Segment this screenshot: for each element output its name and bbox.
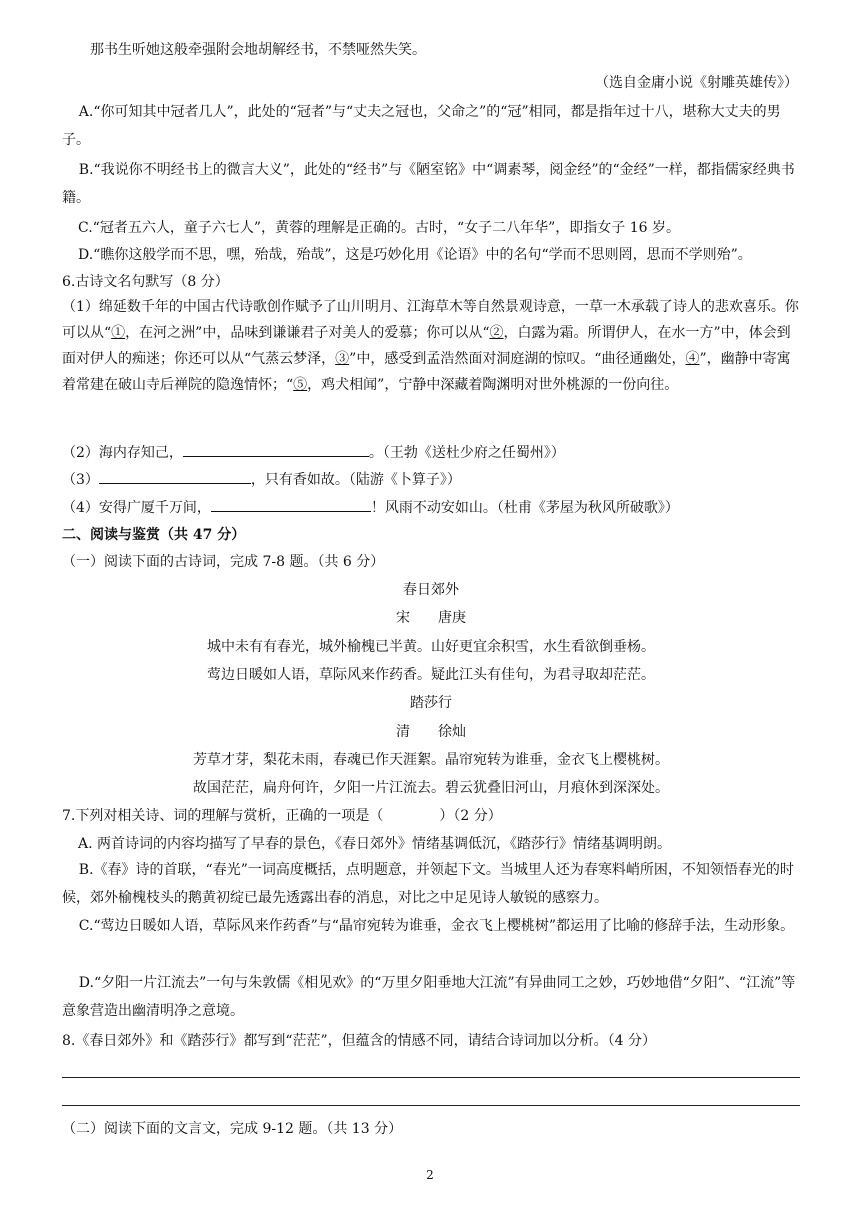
answer-blank-2[interactable]: [183, 442, 369, 457]
q6-title: 6.古诗文名句默写（8 分）: [62, 274, 229, 290]
q5-option-d: D.“瞧你这般学而不思，嘿，殆哉，殆哉”，这是巧妙化用《论语》中的名句“学而不思则罔，思而不学则殆”。: [78, 247, 752, 263]
q7-option-c: C.“莺边日暖如人语，草际风来作药香”与“晶帘宛转为谁垂，金衣飞上樱桃树”都运用了比喻的修辞手法，生动形象。: [78, 918, 795, 934]
section2-sub2: （二）阅读下面的文言文，完成 9-12 题。（共 13 分）: [62, 1121, 403, 1137]
answer-blank-3[interactable]: [99, 469, 251, 484]
poem2-line1: 芳草才芽，梨花未雨，春魂已作天涯絮。晶帘宛转为谁垂，金衣飞上樱桃树。: [193, 752, 669, 768]
source-citation: （选自金庸小说《射雕英雄传》）: [595, 75, 798, 91]
q6-item-2: （2）海内存知己， 。（王勃《送杜少府之任蜀州》）: [62, 442, 565, 463]
answer-line-1[interactable]: [62, 1077, 800, 1078]
blank-marker-2: ②: [489, 325, 504, 341]
poem1-line2: 莺边日暖如人语，草际风来作药香。疑此江头有佳句，为君寻取却茫茫。: [207, 667, 655, 683]
blank-marker-4: ④: [685, 351, 700, 367]
q6-passage: （1）绵延数千年的中国古代诗歌创作赋予了山川明月、江海草木等自然景观诗意，一草一木承载了诗人的悲欢喜乐。你可以从“①，在河之洲”中，品味到谦谦君子对美人的爱慕；你可以从“②，白露为霜。所谓伊人，在水一方”中，体会到面对伊人的痴迷；你还可以从“气蒸云梦泽，③”中，感受到孟浩然面对洞庭湖的惊叹。“曲径通幽处，④”，幽静中寄寓着常建在破山寺后禅院的隐逸情怀；“⑤，鸡犬相闻”，宁静中深藏着陶渊明对世外桃源的一份向往。: [62, 299, 799, 393]
poem2-title: 踏莎行: [410, 695, 452, 711]
section2-title: 二、阅读与鉴赏（共 47 分）: [62, 527, 246, 543]
story-closing-line: 那书生听她这般牵强附会地胡解经书，不禁哑然失笑。: [90, 42, 426, 58]
q6-item-4: （4）安得广厦千万间， ！风雨不动安如山。（杜甫《茅屋为秋风所破歌》）: [62, 497, 679, 518]
q7-option-a: A. 两首诗词的内容均描写了早春的景色，《春日郊外》情绪基调低沉，《踏莎行》情绪基调明朗。: [78, 836, 672, 852]
q5-option-b: B.“我说你不明经书上的微言大义”，此处的“经书”与《陋室铭》中“调素琴，阅金经”的“金经”一样，都指儒家经典书籍。: [62, 162, 795, 206]
blank-marker-3: ③: [335, 351, 350, 367]
answer-blank-4[interactable]: [211, 497, 371, 512]
poem2-line2: 故国茫茫，扁舟何许，夕阳一片江流去。碧云犹叠旧河山，月痕休到深深处。: [193, 780, 669, 796]
poem1-line1: 城中未有有春光，城外榆槐已半黄。山好更宜余积雪，水生看欲倒垂杨。: [207, 639, 655, 655]
page-number: 2: [426, 1168, 434, 1182]
q7-option-d: D.“夕阳一片江流去”一句与朱敦儒《相见欢》的“万里夕阳垂地大江流”有异曲同工之妙，巧妙地借“夕阳”、“江流”等意象营造出幽清明净之意境。: [62, 975, 796, 1019]
section2-sub1: （一）阅读下面的古诗词，完成 7-8 题。（共 6 分）: [62, 554, 385, 570]
q6-item-3: （3） ，只有香如故。（陆游《卜算子》）: [62, 469, 461, 490]
poem1-byline: 宋 唐庚: [396, 610, 466, 626]
blank-marker-1: ①: [111, 325, 126, 341]
poem2-byline: 清 徐灿: [396, 724, 466, 740]
q7-stem: 7.下列对相关诗、词的理解与赏析，正确的一项是（ ）（2 分）: [62, 808, 502, 824]
blank-marker-5: ⑤: [293, 377, 308, 393]
q8-stem: 8.《春日郊外》和《踏莎行》都写到“茫茫”，但蕴含的情感不同，请结合诗词加以分析。（4 分）: [62, 1033, 657, 1049]
answer-line-2[interactable]: [62, 1105, 800, 1106]
q5-option-c: C.“冠者五六人，童子六七人”，黄蓉的理解是正确的。古时，“女子二八年华”，即指女子 16 岁。: [78, 220, 681, 236]
q7-option-b: B.《春》诗的首联，“春光”一词高度概括，点明题意，并领起下文。当城里人还为春寒料峭所困，不知领悟春光的时候，郊外榆槐枝头的鹅黄初绽已最先透露出春的消息，对比之中足见诗人敏锐的感察力。: [62, 862, 794, 906]
poem1-title: 春日郊外: [403, 582, 459, 598]
q5-option-a: A.“你可知其中冠者几人”，此处的“冠者”与“丈夫之冠也，父命之”的“冠”相同，都是指年过十八，堪称大丈夫的男子。: [62, 104, 781, 148]
